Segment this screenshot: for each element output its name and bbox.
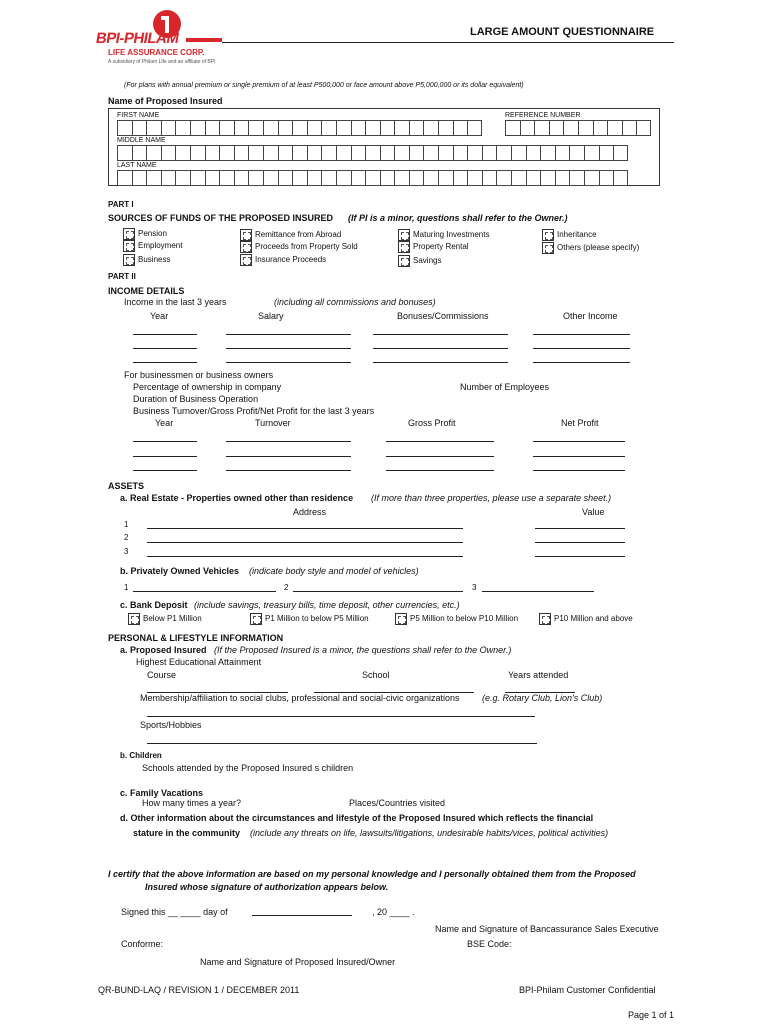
vehicle-2-number: 2 — [284, 583, 289, 592]
business-col-year: Year — [155, 418, 174, 428]
others-checkbox[interactable] — [542, 242, 554, 254]
remittance-label: Remittance from Abroad — [255, 230, 342, 239]
part2-label: PART II — [108, 272, 136, 281]
business-owners-label: For businessmen or business owners — [124, 370, 274, 380]
part1-heading-note: (If PI is a minor, questions shall refer to the Owner.) — [348, 213, 568, 223]
property-sold-checkbox[interactable] — [240, 241, 252, 253]
value-col: Value — [582, 507, 605, 517]
vehicles-note: (indicate body style and model of vehicles) — [249, 566, 419, 576]
sports-label: Sports/Hobbies — [140, 720, 202, 730]
turnover-heading: Business Turnover/Gross Profit/Net Profit for the last 3 years — [133, 406, 375, 416]
below-1m-label: Below P1 Million — [143, 614, 202, 623]
lifestyle-heading: PERSONAL & LIFESTYLE INFORMATION — [108, 633, 284, 643]
bse-code-label: BSE Code: — [467, 939, 512, 949]
logo-bar — [186, 38, 222, 42]
business-checkbox[interactable] — [123, 254, 135, 266]
confidential-label: BPI-Philam Customer Confidential — [519, 985, 656, 995]
vehicle-3-number: 3 — [472, 583, 477, 592]
others-label: Others (please specify) — [557, 243, 640, 252]
middle-name-label: MIDDLE NAME — [117, 137, 166, 144]
last-name-label: LAST NAME — [117, 162, 157, 169]
membership-label: Membership/affiliation to social clubs, professional and social-civic organizations — [140, 693, 460, 703]
education-label: Highest Educational Attainment — [136, 657, 262, 667]
row-1-number: 1 — [124, 520, 129, 529]
assets-heading: ASSETS — [108, 481, 145, 491]
course-label: Course — [147, 670, 177, 680]
property-rental-checkbox[interactable] — [398, 241, 410, 253]
membership-note: (e.g. Rotary Club, Lion's Club) — [482, 693, 603, 703]
ownership-label: Percentage of ownership in company — [133, 382, 282, 392]
employees-label: Number of Employees — [460, 382, 550, 392]
business-col-net: Net Profit — [561, 418, 599, 428]
5m-10m-checkbox[interactable] — [395, 613, 407, 625]
vehicle-1-number: 1 — [124, 583, 129, 592]
income-col-other: Other Income — [563, 311, 618, 321]
vacations-label: c. Family Vacations — [120, 788, 204, 798]
last-name-boxes[interactable] — [117, 170, 628, 186]
school-label: School — [362, 670, 390, 680]
part1-label: PART I — [108, 200, 134, 209]
conforme-label: Conforme: — [121, 939, 164, 949]
page-title: LARGE AMOUNT QUESTIONNAIRE — [470, 26, 655, 38]
page-number: Page 1 of 1 — [628, 1010, 674, 1020]
10m-above-label: P10 Million and above — [554, 614, 633, 623]
name-heading: Name of Proposed Insured — [108, 96, 223, 106]
real-estate-note: (If more than three properties, please use a separate sheet.) — [371, 493, 612, 503]
years-attended-label: Years attended — [508, 670, 569, 680]
row-3-number: 3 — [124, 547, 129, 556]
income-col-salary: Salary — [258, 311, 284, 321]
middle-name-boxes[interactable] — [117, 145, 628, 161]
below-1m-checkbox[interactable] — [128, 613, 140, 625]
bank-deposit-note: (include savings, treasury bills, time deposit, other currencies, etc.) — [194, 600, 460, 610]
schools-attended-label: Schools attended by the Proposed Insured s children — [142, 763, 354, 773]
business-col-turnover: Turnover — [255, 418, 291, 428]
1m-5m-checkbox[interactable] — [250, 613, 262, 625]
bank-deposit-label: c. Bank Deposit — [120, 600, 188, 610]
property-rental-label: Property Rental — [413, 242, 469, 251]
places-label: Places/Countries visited — [349, 798, 446, 808]
employment-checkbox[interactable] — [123, 240, 135, 252]
real-estate-label: a. Real Estate - Properties owned other than residence — [120, 493, 354, 503]
inheritance-checkbox[interactable] — [542, 229, 554, 241]
insurance-proceeds-checkbox[interactable] — [240, 254, 252, 266]
proposed-insured-label: a. Proposed Insured — [120, 645, 207, 655]
1m-5m-label: P1 Million to below P5 Million — [265, 614, 369, 623]
maturing-investments-label: Maturing Investments — [413, 230, 490, 239]
certification-line1: I certify that the above information are based on my personal knowledge and I personally obtained them from the Proposed — [108, 869, 636, 879]
savings-checkbox[interactable] — [398, 255, 410, 267]
address-col: Address — [293, 507, 327, 517]
tagline: A subsidiary of Philam Life and an affiliate of BPI — [108, 59, 216, 65]
income-sub: Income in the last 3 years — [124, 297, 227, 307]
signed-this-label: Signed this __ ____ day of — [121, 907, 228, 917]
proposed-insured-note: (If the Proposed Insured is a minor, the questions shall refer to the Owner.) — [214, 645, 512, 655]
income-col-year: Year — [150, 311, 169, 321]
duration-label: Duration of Business Operation — [133, 394, 259, 404]
row-2-number: 2 — [124, 533, 129, 542]
employment-label: Employment — [138, 241, 183, 250]
income-heading: INCOME DETAILS — [108, 286, 185, 296]
first-name-boxes[interactable] — [117, 120, 482, 136]
reference-number-boxes[interactable] — [505, 120, 651, 136]
5m-10m-label: P5 Million to below P10 Million — [410, 614, 519, 623]
how-many-label: How many times a year? — [142, 798, 242, 808]
other-info-note: (include any threats on life, lawsuits/litigations, undesirable habits/vices, political activities) — [250, 828, 609, 838]
vehicles-label: b. Privately Owned Vehicles — [120, 566, 240, 576]
pension-checkbox[interactable] — [123, 228, 135, 240]
children-label: b. Children — [120, 751, 162, 760]
certification-line2: Insured whose signature of authorization appears below. — [145, 882, 389, 892]
income-col-bonuses: Bonuses/Commissions — [397, 311, 489, 321]
income-sub-note: (including all commissions and bonuses) — [274, 297, 436, 307]
pension-label: Pension — [138, 229, 167, 238]
year-label: , 20 ____ . — [372, 907, 415, 917]
first-name-label: FIRST NAME — [117, 112, 160, 119]
insurance-proceeds-label: Insurance Proceeds — [255, 255, 327, 264]
maturing-investments-checkbox[interactable] — [398, 229, 410, 241]
business-label: Business — [138, 255, 171, 264]
company-name: LIFE ASSURANCE CORP. — [108, 48, 205, 57]
logo-text: BPI-PHILAM — [94, 30, 180, 47]
inheritance-label: Inheritance — [557, 230, 597, 239]
other-info-line1: d. Other information about the circumstances and lifestyle of the Proposed Insured which reflects the financial — [120, 813, 594, 823]
savings-label: Savings — [413, 256, 442, 265]
part1-heading: SOURCES OF FUNDS OF THE PROPOSED INSURED — [108, 213, 334, 223]
bse-signature-label: Name and Signature of Bancassurance Sales Executive — [435, 924, 659, 934]
reference-number-label: REFERENCE NUMBER — [505, 112, 581, 119]
other-info-line2: stature in the community — [133, 828, 241, 838]
business-col-gross: Gross Profit — [408, 418, 456, 428]
remittance-checkbox[interactable] — [240, 229, 252, 241]
10m-above-checkbox[interactable] — [539, 613, 551, 625]
form-code: QR-BUND-LAQ / REVISION 1 / DECEMBER 2011 — [98, 985, 300, 995]
insured-signature-label: Name and Signature of Proposed Insured/Owner — [200, 957, 396, 967]
property-sold-label: Proceeds from Property Sold — [255, 242, 358, 251]
subtitle: (For plans with annual premium or single premium of at least P500,000 or face amount above P5,000,000 or its dollar equivalent) — [124, 82, 524, 89]
